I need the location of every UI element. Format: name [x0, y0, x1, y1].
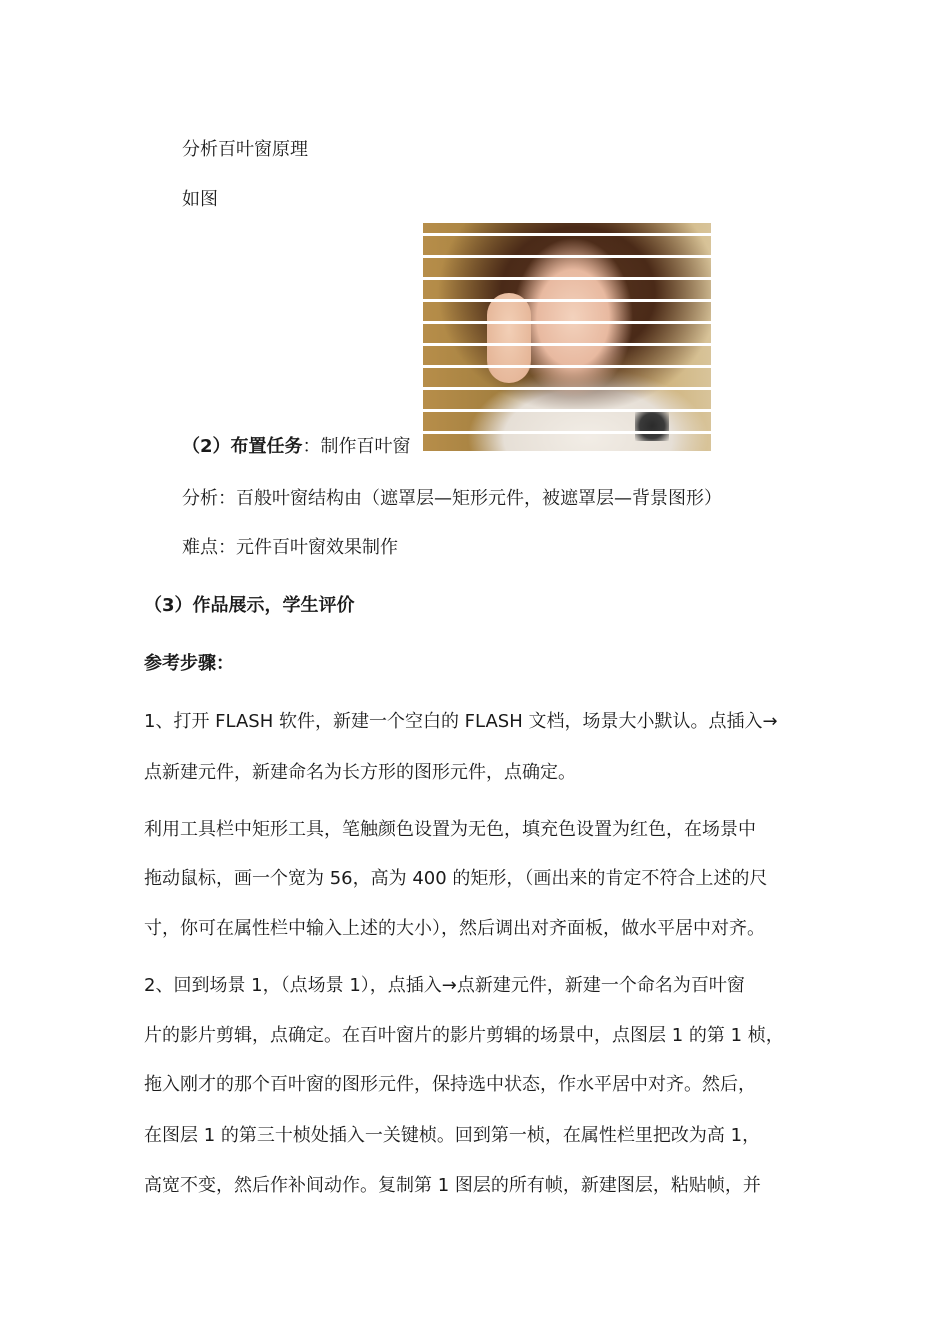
- steps-title: 参考步骤：: [144, 653, 234, 674]
- blind-slat: [423, 233, 711, 236]
- body-line: 2、回到场景 1，（点场景 1），点插入→点新建元件，新建一个命名为百叶窗: [144, 975, 745, 996]
- figure-label: 如图: [182, 189, 218, 210]
- section-heading: （3）作品展示，学生评价: [144, 595, 355, 616]
- hand-shape: [487, 293, 531, 383]
- body-line: 高宽不变，然后作补间动作。复制第 1 图层的所有帧，新建图层，粘贴帧，并: [144, 1175, 761, 1196]
- blind-slat: [423, 321, 711, 324]
- task-prefix: （2）布置任务: [182, 436, 303, 457]
- blind-slat: [423, 431, 711, 434]
- difficulty-line: 难点：元件百叶窗效果制作: [182, 537, 398, 558]
- body-line: 拖动鼠标，画一个宽为 56，高为 400 的矩形，（画出来的肯定不符合上述的尺: [144, 868, 768, 889]
- task-text: ：制作百叶窗: [302, 436, 411, 457]
- task-line: [182, 435, 411, 459]
- blind-slat: [423, 365, 711, 368]
- body-line: 点新建元件，新建命名为长方形的图形元件，点确定。: [144, 762, 576, 783]
- blind-slat: [423, 387, 711, 390]
- blind-slat: [423, 277, 711, 280]
- body-line: 1、打开 FLASH 软件，新建一个空白的 FLASH 文档，场景大小默认。点插入→: [144, 711, 778, 732]
- analysis-line: 分析：百般叶窗结构由（遮罩层—矩形元件，被遮罩层—背景图形）: [182, 488, 722, 509]
- blinds-photo: [423, 223, 711, 451]
- blind-slat: [423, 255, 711, 258]
- body-line: 寸，你可在属性栏中输入上述的大小），然后调出对齐面板，做水平居中对齐。: [144, 918, 765, 939]
- blind-slat: [423, 343, 711, 346]
- heading: 分析百叶窗原理: [182, 139, 308, 160]
- body-line: 拖入刚才的那个百叶窗的图形元件，保持选中状态，作水平居中对齐。然后，: [144, 1074, 756, 1095]
- body-line: 利用工具栏中矩形工具，笔触颜色设置为无色，填充色设置为红色，在场景中: [144, 819, 756, 840]
- body-line: 在图层 1 的第三十桢处插入一关键桢。回到第一桢，在属性栏里把改为高 1，: [144, 1125, 761, 1146]
- blind-slat: [423, 299, 711, 302]
- blind-slat: [423, 409, 711, 412]
- body-line: 片的影片剪辑，点确定。在百叶窗片的影片剪辑的场景中，点图层 1 的第 1 桢，: [144, 1025, 784, 1046]
- brooch-shape: [635, 411, 669, 441]
